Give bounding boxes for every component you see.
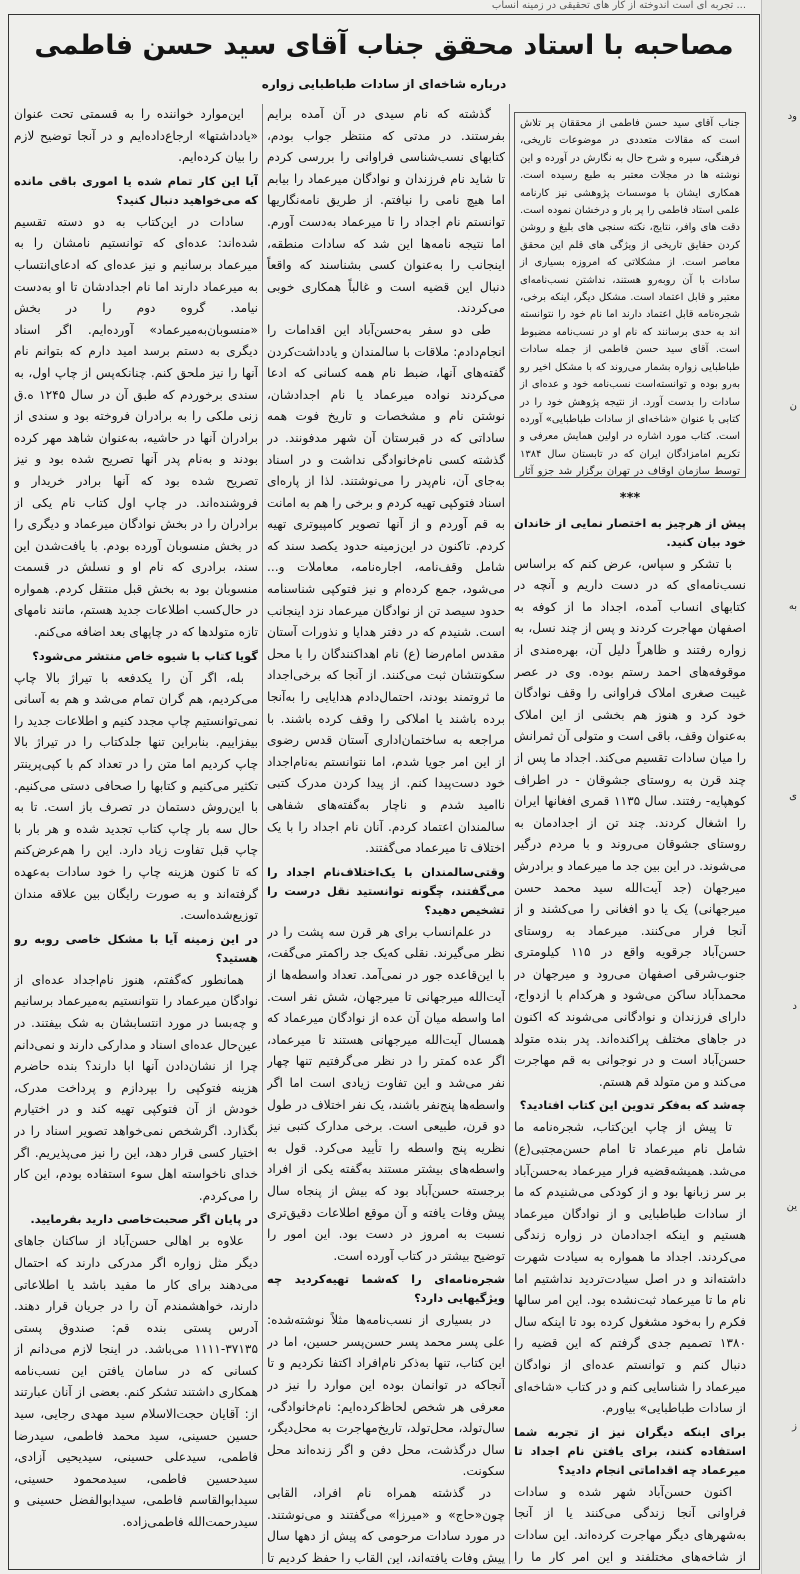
interview-answer: در بسیاری از نسب‌نامه‌ها مثلاً نوشته‌شده: علی پسر محمد پسر حسن‌پسر حسین، اما در این کتاب، تنها به‌ذکر نام‌افراد اکتفا نکردیم و تا آنجا‌که در توانمان بوده این موارد را نیز در معرفی هر شخص لحاظ‌کرده‌ایم: نام‌خانوادگی، سال‌تولد، محل‌تولد، تاریخ‌مهاجرت به محل‌دیگر، سال درگذشت، محل دفن و اگر زنده‌اند محل سکونت. xyxy=(267,1313,505,1479)
section-separator: *** xyxy=(619,491,641,506)
article-headline: مصاحبه با استاد محقق جناب آقای سید حسن فاطمی xyxy=(34,30,734,61)
interview-question: در پایان اگر صحبت‌خاصی دارید بفرمایید. xyxy=(30,1212,258,1227)
interview-question: گویا کتاب با شیوه خاص منتشر می‌شود؟ xyxy=(32,648,258,663)
interview-question: شجره‌نامه‌ای را که‌شما تهیه‌کردید چه ویژگیهایی دارد؟ xyxy=(267,1272,505,1306)
gutter-fragment: د xyxy=(792,1001,797,1012)
intro-paragraph: جناب آقای سید حسن فاطمی از محققان پر تلاش است که مقالات متعددی در موضوعات تاریخی، فرهنگی، سیره و شرح حال به نگارش در آورده و این نوشته ها در مجلات معتبر به طبع رسیده است. همکاری ایشان با موسسات پژوهشی نیز کارنامه علمی استاد فاطمی را پر بار و درخشان نموده است. دقت های وافر، نتایج، نکته سنجی های بلیغ و روشن کردن حقایق تاریخی از ویژگی های قلم این محقق معاصر است. از مشکلاتی که امروزه بسیاری از سادات با آن روبه‌رو هستند، نداشتن نسب‌نامه‌ای معتبر و قابل اعتماد است. مشکل دیگر، اینکه برخی، شجره‌نامه قابل اعتماد دارند اما نام خود را نتوانسته اند به حدی برسانند که نام او در نسب‌نامه مضبوط است. آقای سید حسن فاطمی از جمله سادات طباطبایی زواره بشمار می‌روند که با مشکل اخیر رو به‌رو بوده و توانسته‌است نسب‌نامه خود و عده‌ای از سادات را بدست آورد. از نتیجه پژوهش خود را در کتابی با عنوان «شاخه‌ای از سادات طباطبایی» آورده است. کتاب مورد اشاره در اولین همایش معرفی و تکریم امامزادگان ایران که در تابستان سال ۱۳۸۴ توسط سازمان اوقاف در تهران برگزار شد جزو آثار xyxy=(520,118,740,478)
interview-answer: این‌موارد خواننده را به قسمتی تحت عنوان «یادداشتها» ارجاع‌داده‌ایم و در آنجا توضیح لازم را بیان کرده‌ایم. xyxy=(14,107,258,165)
interview-question: چه‌شد که به‌فکر تدوین این کتاب افتادید؟ xyxy=(519,1098,746,1113)
gutter-fragment: ن xyxy=(789,401,797,412)
gutter-fragment: ود xyxy=(787,111,797,122)
intro-box xyxy=(514,112,746,478)
gutter-fragment: ز xyxy=(792,1421,797,1432)
interview-question: در این زمینه آیا با مشکل خاصی روبه رو هستید؟ xyxy=(14,931,258,965)
interview-answer: در علم‌انساب برای هر قرن سه پشت را در نظر می‌گیرند. نقلی که‌یک جد را‌کمتر می‌گفت، با این‌قاعده جور در نمی‌آمد. تعداد واسطه‌ها از آیت‌الله میرجهانی تا میرجهان، شش نفر است. اما واسطه میان آن عده از نوادگان میرعماد که همسال آیت‌الله میرجهانی هستند تا میرعماد، اگر عده کمتر را در نظر می‌گرفتیم تنها چهار نفر می‌شد و این تفاوت زیادی است اما اگر واسطه‌ها پنج‌نفر باشند، یک نفر اختلاف در طول دو قرن، طبیعی است. برخی مدارک کتبی نیز نظریه پنج واسطه را تأیید می‌کرد. قول به واسطه‌های بیشتر مستند به‌گفته یکی از افراد برجسته حسن‌آباد بود که بیش از پنجاه سال پیش وفات یافته و آن موقع اطلاعات دقیق‌تری نسبت به امروز در دست بود. این امور را توضیح بیشتر در کتاب آورده است. xyxy=(267,924,505,1263)
column-middle xyxy=(267,104,505,1564)
interview-answer: طی دو سفر به‌حسن‌آباد این اقدامات را انجام‌دادم: ملاقات با سالمندان و یادداشت‌کردن گفته‌های آنها، ضبط نام همه کسانی که ادعا می‌کردند نواده میرعماد یا نام اجدادشان، نوشتن نام و مشخصات و تاریخ فوت همه ساداتی که در قبرستان آن شهر مدفونند. در گذشته کسی نام‌خانوادگی نداشت و در اسناد به‌جای آن، نام‌پدر را می‌نوشتند. لذا از پاره‌ای اسناد فتوکپی تهیه کردم و برخی را هم به امانت به قم آوردم و از آنها تصویر کامپیوتری تهیه کردم. تاکنون در این‌زمینه حدود یکصد سند که شامل وقف‌نامه، اجاره‌نامه، معاملات و... می‌شود، جمع کرده‌ام و نیز فتوکپی شناسنامه حدود سیصد تن از نوادگان میرعماد نزد اینجانب است. شنیدم که در دفتر هدایا و نذورات آستان مقدس امام‌رضا (ع) نام اهداکنندگان را با محل سکونتشان ثبت می‌کنند. از آنجا که برخی‌اجداد ما ثروتمند بودند، احتمال‌دادم هدایایی را به‌آنجا برده باشند یا املاکی را وقف کرده باشند. با مراجعه به ساختمان‌اداری آستان قدس رضوی از این امر جویا شدم، اما نتوانستم به‌نام‌اجداد خود دست‌پیدا کنم. از پیدا کردن مدرک کتبی ناامید شدم و ناچار به‌گفته‌های شفاهی سالمندان اعتماد کردم. آنان نام اجداد را با یک اختلاف تا میرعماد می‌گفتند. xyxy=(267,322,505,856)
gutter-fragment: ین xyxy=(786,1201,797,1212)
previous-article-strip: ... تجربه ای است اندوخته از کار های تحقیقی در زمینه انساب xyxy=(491,0,746,11)
column-divider xyxy=(509,104,510,1564)
interview-answer: بله، اگر آن را یکدفعه با تیراژ بالا چاپ می‌کردیم، هم گران تمام می‌شد و هم به آسانی نمی‌توانستیم چاپ مجدد کنیم و اطلاعات جدید را بیفزاییم. بنابراین تنها جلد‌کتاب را در تیراژ بالا چاپ کردیم اما متن را در تعداد کم با کپی‌پرینتر تکثیر می‌کنیم و کتابها را صحافی دستی می‌کنیم. با این‌روش دستمان در تصرف باز است. تا به حال سه بار چاپ کتاب تجدید شده و هر بار با چاپ قبل تفاوت زیاد دارد. این را هم‌عرض‌کنم که تا کنون هزینه چاپ را خود سادات به‌عهده گرفته‌اند و به صورت رایگان بین علاقه مندان توزیع‌شده‌است. xyxy=(14,670,258,923)
article-subheadline: درباره شاخه‌ای از سادات طباطبایی زواره xyxy=(261,77,507,91)
interview-question: برای اینکه دیگران نیز از تجربه شما استفاده کنند، برای یافتن نام اجداد تا میرعماد چه اقداماتی انجام دادید؟ xyxy=(514,1424,746,1477)
interview-answer: همانطور که‌گفتم، هنوز نام‌اجداد عده‌ای از نوادگان میرعماد را نتوانستیم به‌میرعماد برسانیم و چه‌بسا در مورد انتسابشان به شک بیفتند. در عین‌حال عده‌ای اسناد و مدارکی دارند و نمی‌دانم چرا از نشان‌دادن آنها ابا دارند؟ بنده حاضرم هزینه فتوکپی را بپردازم و پرداخت مدرک، خودش از آن فتوکپی تهیه کند و در اختیارم بگذارد. اگرشخص نمی‌خواهد تصویر اسناد را در اختیار کسی قرار دهد، این را نیز می‌پذیریم. اگر خدای ناخواسته اهل سوء استفاده بودم، این کار را می‌کردم. xyxy=(14,972,258,1203)
adjacent-article-gutter xyxy=(761,0,800,1574)
column-divider xyxy=(262,104,263,1564)
gutter-fragment: ی xyxy=(789,791,797,802)
interview-answer: در گذشته همراه نام افراد، القابی چون«حاج» و «میرزا» می‌گفتند و می‌نوشتند. در مورد سادات مرحومی که پیش از دهها سال پیش وفات یافته‌اند، این القاب را حفظ کردیم تا xyxy=(267,1486,505,1564)
interview-question: وقتی‌سالمندان با یک‌اختلاف‌نام اجداد را می‌گفتند، چگونه توانستید نقل درست را تشخیص دهید؟ xyxy=(267,864,505,917)
interview-answer: علاوه بر اهالی حسن‌آباد از ساکنان جاهای دیگر مثل زواره اگر مدرکی دارند که احتمال می‌دهند برای کار ما مفید باشد یا اطلاعاتی دارند، خواهشمندم آن را در جریان قرار دهند. آدرس پستی بنده قم: صندوق پستی ۳۷۱۳۵-۱۱۱۱ می‌باشد. در اینجا لازم می‌دانم از کسانی که در سامان یافتن این نسب‌نامه همکاری داشتند تشکر کنم. بعضی از آنان عبارتند از: آقایان حجت‌الاسلام سید مهدی رجایی، سید حسین حسینی، سید محمد فاطمی، سیدرضا فاطمی، سیدعلی حسینی، سیدیحیی آزادی، سیدحسین فاطمی، سیدمحمود حسینی، سیدابوالقاسم فاطمی، سیدابوالفضل حسینی و سیدرحمت‌الله فاطمی‌زاده. xyxy=(14,1234,258,1530)
interview-question: پیش از هرچیز به اختصار نمایی از خاندان خود بیان کنید. xyxy=(514,515,746,549)
interview-answer: تا پیش از چاپ این‌کتاب، شجره‌نامه ما شامل نام میرعماد تا امام حسن‌مجتبی(ع) می‌شد. همیشه‌قضیه فرار میرعماد به‌حسن‌آباد بر سر زبانها بود و از کودکی می‌شنیدم که ما از سادات طباطبایی و از نوادگان میرعماد هستیم و اینکه اجدادمان در زواره زندگی می‌کردند. اجداد ما همواره به سیادت شهرت داشته‌اند و در اصل سیادت‌تردید نداشتیم اما نام ما تا میرعماد ثبت‌نشده بود. این امر سالها فکرم را به‌خود مشغول کرده بود تا اینکه سال ۱۳۸۰ تصمیم جدی گرفتم که این قضیه را دنبال کنم و توانستم عده‌ای از نوادگان میرعماد را شناسایی کنم و در کتاب «شاخه‌ای از سادات طباطبایی» بیاورم. xyxy=(514,1120,746,1416)
interview-answer: سادات در این‌کتاب به دو دسته تقسیم شده‌اند: عده‌ای که توانستیم نامشان را به میرعماد برسانیم و نیز عده‌ای که ادعای‌انتساب به میرعماد دارند اما نام اجدادشان تا او به‌دست نیامد. گروه دوم را در بخش «منسوبان‌به‌میرعماد» آورده‌ایم. اگر اسناد دیگری به دستم برسد امید دارم که بتوانم نام آنها را نیز ملحق کنم. چنانکه‌پس از چاپ اول، به سندی برخوردم که طبق آن در سال ۱۲۴۵ ه.ق زنی ملکی را به برادران فروخته بود و سندی از برادران آنها در حاشیه، به‌عنوان شاهد مهر کرده بودند و به‌نام پدر آنها تصریح شده بود و نیز تصریح شده بود که آنها برادر خریدار و فروشنده‌اند. در چاپ اول کتاب نام یکی از برادران را در بخش نوادگان میرعماد و دیگری را در بخش منسوبان آورده بودم. با یافت‌شدن این سند، برادری که نام او و نسلش در قسمت منسوبان بود به بخش قبل منتقل کردم. همواره در حال‌کسب اطلاعات جدید هستم، مانند نامهای تازه متولدها که در چاپهای بعد اضافه می‌کنم. xyxy=(14,214,258,640)
interview-answer: گذشته که نام سیدی در آن آمده برایم بفرستند. در مدتی که منتظر جواب بودم، کتابهای نسب‌شناسی فراوانی را بررسی کردم تا شاید نام فرزندان و نوادگان میرعماد را بیابم اما هیچ نامی را نیافتم. از طریق نامه‌نگاریها توانستم نام اجداد را تا میرعماد به‌دست آورم. اما نتیجه نامه‌ها این شد که سادات منطقه، اینجانب را به‌عنوان کسی بشناسند که واقعاً دنبال این قضیه است و غالباً همکاری خوبی می‌کردند. xyxy=(267,107,505,316)
interview-question: آیا این کار تمام شده یا اموری باقی مانده که می‌خواهید دنبال کنید؟ xyxy=(14,173,258,207)
gutter-fragment: به xyxy=(788,601,797,612)
interview-answer: اکنون حسن‌آباد شهر شده و سادات فراوانی آنجا زندگی می‌کنند یا از آنجا به‌شهرهای دیگر مهاجرت کرده‌اند. این سادات از شاخه‌های مختلفند و این امر کار ما را xyxy=(514,1484,746,1564)
column-left xyxy=(14,104,258,1564)
column-right xyxy=(514,482,746,1564)
interview-answer: با تشکر و سپاس، عرض کنم که براساس نسب‌نامه‌ای که در دست داریم و آنچه در کتابهای انساب آمده، اجداد ما از کوفه به اصفهان مهاجرت کردند و پس از چند نسل، به زواره رفتند و ظاهراً دلیل آن، بهره‌مندی از موقوفه‌های احمد رستم بوده. وی در عصر غیبت صغری املاک فراوانی را وقف نوادگان خود کرد و هنوز هم بخشی از این املاک به‌عنوان وقف، باقی است و متولی آن ثمرانش را میان سادات تقسیم می‌کند. اجداد ما پس از چند قرن به روستای جشوقان - در اطراف کوهپایه- رفتند. سال ۱۱۳۵ قمری افغانها ایران را اشغال کردند. چند تن از اجدادمان به روستای جشوقان می‌روند و با مردم درگیر می‌شوند. در این بین جد ما میرعماد و برادرش میرجهان (جد آیت‌الله سید محمد حسن میرجهانی) یک یا دو افغانی را می‌کشند و از آنجا فرار می‌کنند. میرعماد به روستای حسن‌آباد جرقویه واقع در ۱۱۵ کیلومتری جنوب‌شرقی اصفهان می‌رود و میرجهان در محمدآباد ساکن می‌شود و هرکدام با ازدواج، دارای فرزندان و نوادگانی می‌شوند که اکنون در جاهای مختلف پراکنده‌اند. پدر بنده متولد حسن‌آباد است و در نوجوانی به قم مهاجرت می‌کند و من متولد قم هستم. xyxy=(514,556,746,1089)
